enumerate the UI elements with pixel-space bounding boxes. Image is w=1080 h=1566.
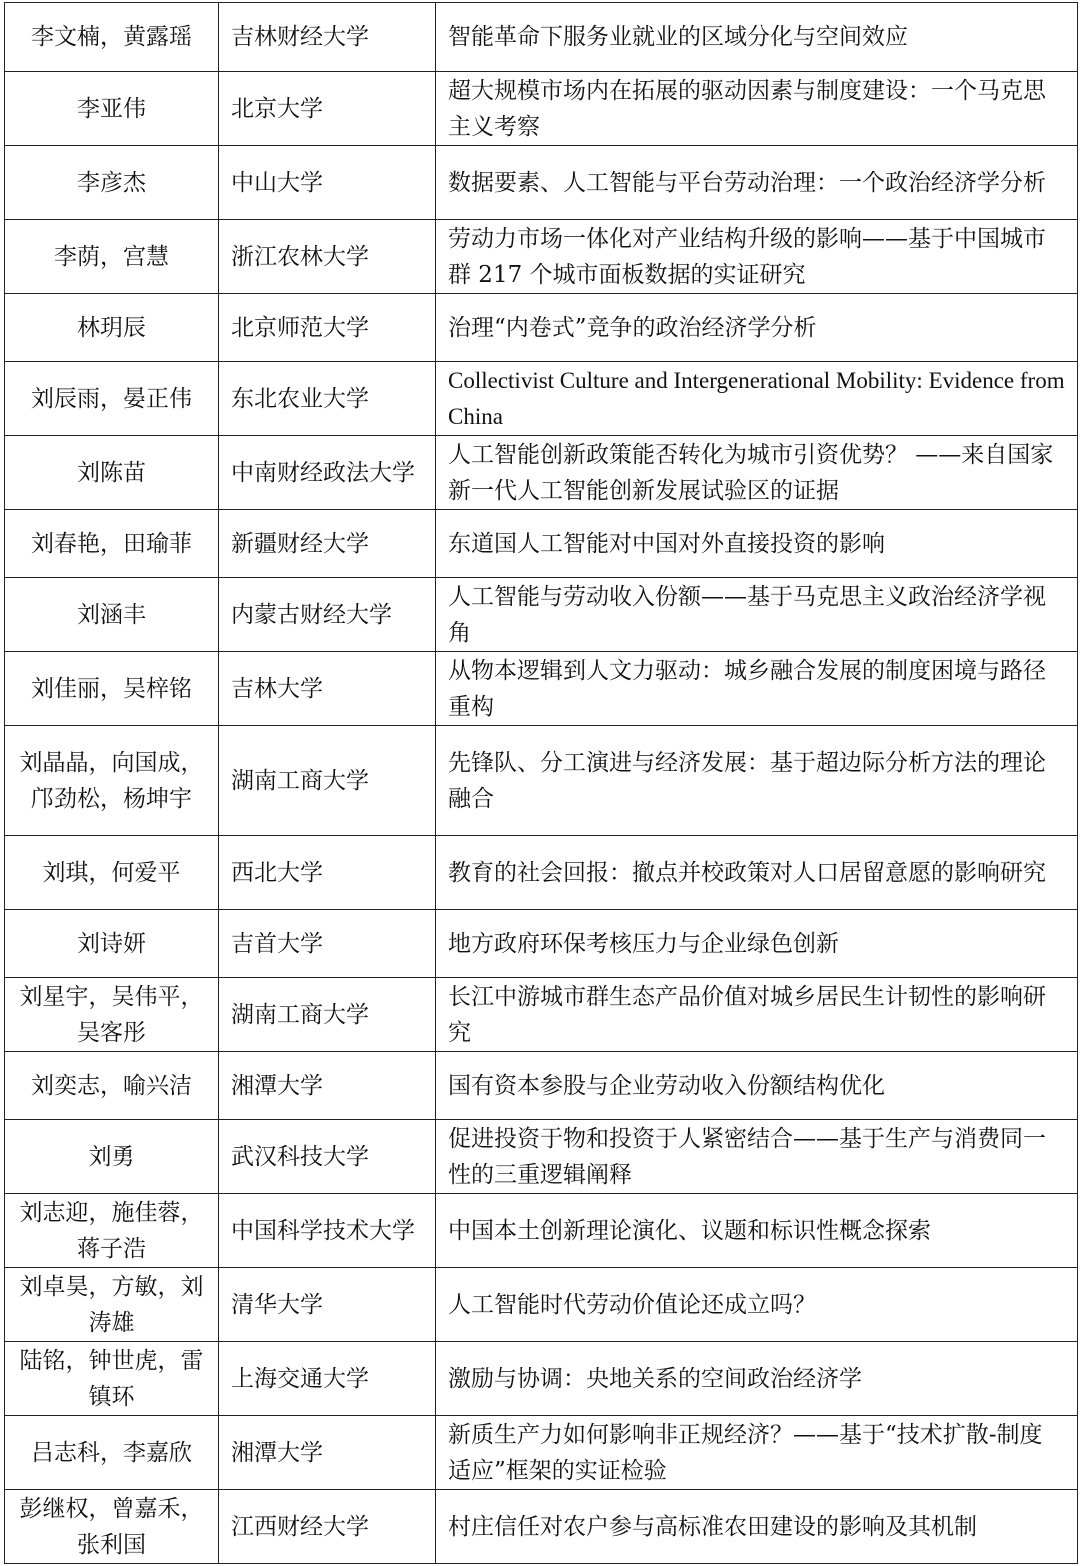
authors-cell: 彭继权，曾嘉禾，张利国 (5, 1490, 219, 1564)
table-row (5, 3, 1078, 72)
institution-cell: 中山大学 (219, 146, 436, 220)
authors-cell: 林玥辰 (5, 294, 219, 362)
table-row (5, 910, 1078, 978)
table-row (5, 1490, 1078, 1564)
authors-cell: 刘晶晶，向国成，邝劲松，杨坤宇 (5, 726, 219, 836)
authors-cell: 刘琪，何爱平 (5, 836, 219, 910)
authors-cell: 刘诗妍 (5, 910, 219, 978)
table-row (5, 1052, 1078, 1120)
institution-cell: 上海交通大学 (219, 1342, 436, 1416)
title-cell: Collectivist Culture and Intergenerational Mobility: Evidence from China (436, 362, 1078, 436)
institution-cell: 江西财经大学 (219, 1490, 436, 1564)
institution-cell: 湖南工商大学 (219, 978, 436, 1052)
paper-list-table (4, 2, 1078, 1564)
title-cell: 从物本逻辑到人文力驱动：城乡融合发展的制度困境与路径重构 (436, 652, 1078, 726)
institution-cell: 中国科学技术大学 (219, 1194, 436, 1268)
institution-cell: 内蒙古财经大学 (219, 578, 436, 652)
authors-cell: 刘勇 (5, 1120, 219, 1194)
title-cell: 人工智能创新政策能否转化为城市引资优势？ ——来自国家新一代人工智能创新发展试验区的证据 (436, 436, 1078, 510)
institution-cell: 北京大学 (219, 72, 436, 146)
authors-cell: 刘涵丰 (5, 578, 219, 652)
title-cell: 促进投资于物和投资于人紧密结合——基于生产与消费同一性的三重逻辑阐释 (436, 1120, 1078, 1194)
institution-cell: 湘潭大学 (219, 1052, 436, 1120)
title-cell: 新质生产力如何影响非正规经济？——基于“技术扩散-制度适应”框架的实证检验 (436, 1416, 1078, 1490)
title-cell: 数据要素、人工智能与平台劳动治理：一个政治经济学分析 (436, 146, 1078, 220)
authors-cell: 陆铭，钟世虎，雷镇环 (5, 1342, 219, 1416)
table-row (5, 652, 1078, 726)
title-cell: 教育的社会回报：撤点并校政策对人口居留意愿的影响研究 (436, 836, 1078, 910)
title-cell: 人工智能时代劳动价值论还成立吗？ (436, 1268, 1078, 1342)
title-cell: 长江中游城市群生态产品价值对城乡居民生计韧性的影响研究 (436, 978, 1078, 1052)
authors-cell: 刘志迎，施佳蓉，蒋子浩 (5, 1194, 219, 1268)
authors-cell: 李彦杰 (5, 146, 219, 220)
institution-cell: 中南财经政法大学 (219, 436, 436, 510)
authors-cell: 刘辰雨，晏正伟 (5, 362, 219, 436)
institution-cell: 新疆财经大学 (219, 510, 436, 578)
authors-cell: 刘佳丽，吴梓铭 (5, 652, 219, 726)
authors-cell: 刘星宇，吴伟平，吴客彤 (5, 978, 219, 1052)
authors-cell: 李荫，宫慧 (5, 220, 219, 294)
table-row (5, 1268, 1078, 1342)
authors-cell: 刘陈苗 (5, 436, 219, 510)
authors-cell: 刘春艳，田瑜菲 (5, 510, 219, 578)
table-row (5, 1120, 1078, 1194)
table-row (5, 1342, 1078, 1416)
table-row (5, 362, 1078, 436)
title-cell: 劳动力市场一体化对产业结构升级的影响——基于中国城市群 217 个城市面板数据的实证研究 (436, 220, 1078, 294)
table-row (5, 1416, 1078, 1490)
title-cell: 激励与协调：央地关系的空间政治经济学 (436, 1342, 1078, 1416)
table-row (5, 578, 1078, 652)
authors-cell: 刘奕志，喻兴洁 (5, 1052, 219, 1120)
title-cell: 东道国人工智能对中国对外直接投资的影响 (436, 510, 1078, 578)
table-row (5, 294, 1078, 362)
institution-cell: 浙江农林大学 (219, 220, 436, 294)
authors-cell: 李文楠，黄露瑶 (5, 3, 219, 72)
title-cell: 先锋队、分工演进与经济发展：基于超边际分析方法的理论融合 (436, 726, 1078, 836)
institution-cell: 湖南工商大学 (219, 726, 436, 836)
table-row (5, 978, 1078, 1052)
title-cell: 人工智能与劳动收入份额——基于马克思主义政治经济学视角 (436, 578, 1078, 652)
paper-list-body (5, 3, 1078, 1564)
title-cell: 地方政府环保考核压力与企业绿色创新 (436, 910, 1078, 978)
title-cell: 国有资本参股与企业劳动收入份额结构优化 (436, 1052, 1078, 1120)
table-row (5, 510, 1078, 578)
institution-cell: 北京师范大学 (219, 294, 436, 362)
institution-cell: 西北大学 (219, 836, 436, 910)
institution-cell: 吉林大学 (219, 652, 436, 726)
table-row (5, 72, 1078, 146)
authors-cell: 李亚伟 (5, 72, 219, 146)
title-cell: 中国本土创新理论演化、议题和标识性概念探索 (436, 1194, 1078, 1268)
authors-cell: 吕志科，李嘉欣 (5, 1416, 219, 1490)
table-row (5, 220, 1078, 294)
title-cell: 智能革命下服务业就业的区域分化与空间效应 (436, 3, 1078, 72)
institution-cell: 清华大学 (219, 1268, 436, 1342)
table-row (5, 1194, 1078, 1268)
title-cell: 治理“内卷式”竞争的政治经济学分析 (436, 294, 1078, 362)
table-row (5, 146, 1078, 220)
institution-cell: 吉首大学 (219, 910, 436, 978)
title-cell: 村庄信任对农户参与高标准农田建设的影响及其机制 (436, 1490, 1078, 1564)
institution-cell: 湘潭大学 (219, 1416, 436, 1490)
institution-cell: 吉林财经大学 (219, 3, 436, 72)
authors-cell: 刘卓昊，方敏，刘涛雄 (5, 1268, 219, 1342)
institution-cell: 武汉科技大学 (219, 1120, 436, 1194)
institution-cell: 东北农业大学 (219, 362, 436, 436)
table-row (5, 836, 1078, 910)
table-row (5, 436, 1078, 510)
title-cell: 超大规模市场内在拓展的驱动因素与制度建设：一个马克思主义考察 (436, 72, 1078, 146)
table-row (5, 726, 1078, 836)
